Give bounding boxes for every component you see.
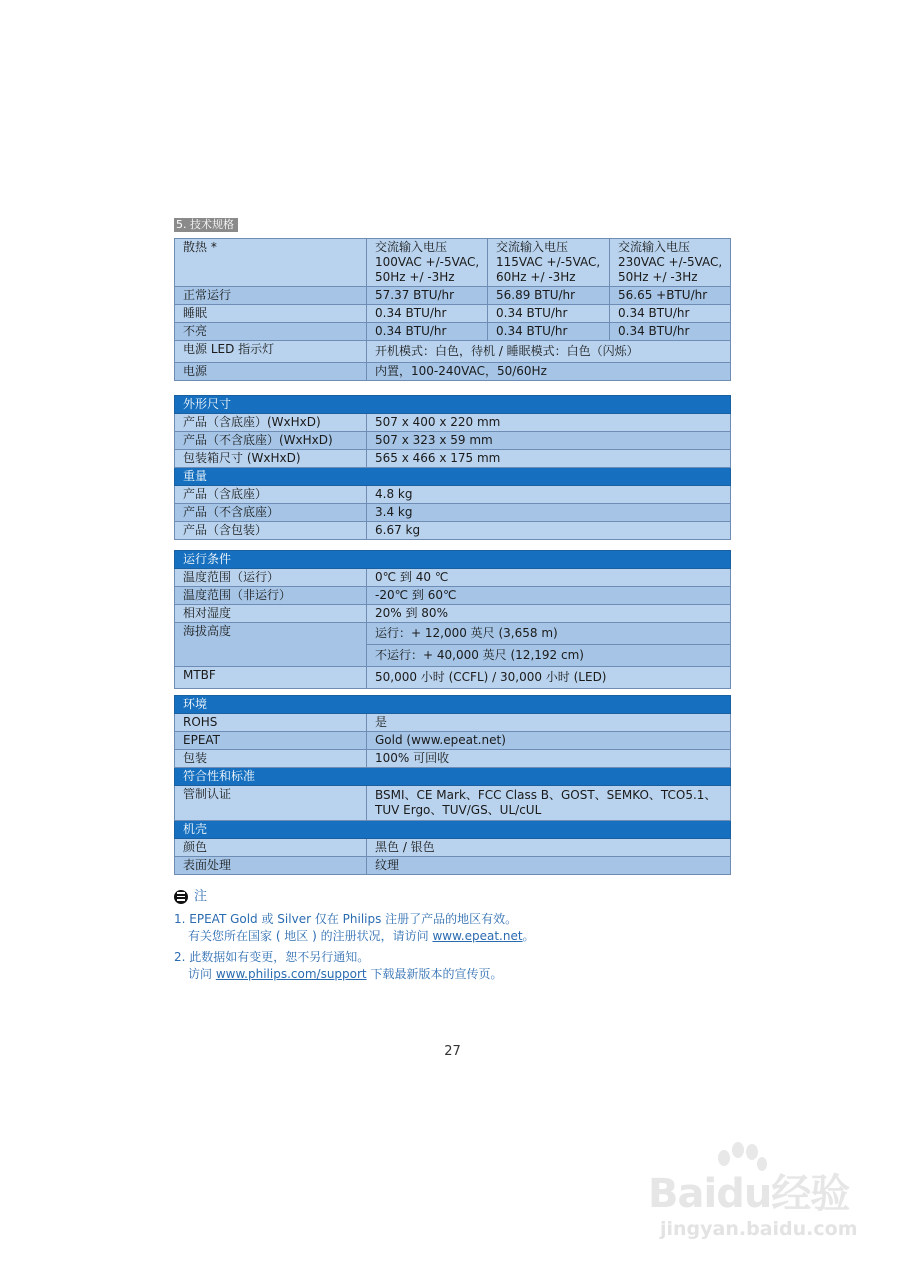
table-row [175, 714, 731, 732]
cell-value: 20% 到 80% [367, 605, 731, 623]
section-header [175, 396, 731, 414]
cell-value: 0.34 BTU/hr [367, 305, 488, 323]
table-row [175, 363, 731, 381]
table-row [175, 450, 731, 468]
table-row [175, 287, 731, 305]
dimensions-header: 外形尺寸 [175, 396, 731, 414]
note-1: 1. EPEAT Gold 或 Silver 仅在 Philips 注册了产品的地区有效。 有关您所在国家 ( 地区 ) 的注册状况，请访问 www.epeat.net。 [174, 912, 535, 943]
environment-table [174, 695, 731, 875]
cell-value: 507 x 323 x 59 mm [367, 432, 731, 450]
cell-value: 56.65 +BTU/hr [610, 287, 731, 305]
table-row [175, 857, 731, 875]
section-header [175, 468, 731, 486]
table-row [175, 504, 731, 522]
baidu-watermark [640, 1140, 870, 1250]
row-label: 包装 [175, 750, 367, 768]
row-label: 电源 LED 指示灯 [175, 341, 367, 363]
notes [174, 888, 774, 987]
table-row [175, 305, 731, 323]
voltage-100-header: 交流输入电压 100VAC +/-5VAC, 50Hz +/ -3Hz [367, 239, 488, 287]
row-label: EPEAT [175, 732, 367, 750]
row-label: 正常运行 [175, 287, 367, 305]
table-row [175, 732, 731, 750]
cell-value: 纹理 [367, 857, 731, 875]
cell-value: BSMI、CE Mark、FCC Class B、GOST、SEMKO、TCO5.1、 TUV Ergo、TUV/GS、UL/cUL [367, 786, 731, 821]
cell-value: 0.34 BTU/hr [488, 323, 610, 341]
page-number: 27 [444, 1044, 461, 1059]
table-row [175, 569, 731, 587]
cell-value: 0.34 BTU/hr [367, 323, 488, 341]
cell-value: 0℃ 到 40 ℃ [367, 569, 731, 587]
operating-header: 运行条件 [175, 551, 731, 569]
table-row [175, 341, 731, 363]
table-row [175, 414, 731, 432]
cell-value: -20℃ 到 60℃ [367, 587, 731, 605]
table-row [175, 522, 731, 540]
note-icon [174, 890, 188, 904]
table-row [175, 587, 731, 605]
table-row [175, 750, 731, 768]
heat-label: 散热 * [175, 239, 367, 287]
row-label: 表面处理 [175, 857, 367, 875]
environment-header: 环境 [175, 696, 731, 714]
cell-value: 56.89 BTU/hr [488, 287, 610, 305]
table-row [175, 839, 731, 857]
row-label: 不亮 [175, 323, 367, 341]
weight-header: 重量 [175, 468, 731, 486]
row-label: 温度范围（运行） [175, 569, 367, 587]
notes-title: 注 [174, 888, 774, 905]
cell-value: 50,000 小时 (CCFL) / 30,000 小时 (LED) [367, 667, 731, 689]
table-row [175, 786, 731, 821]
compliance-header: 符合性和标准 [175, 768, 731, 786]
cell-value: 6.67 kg [367, 522, 731, 540]
row-label: 温度范围（非运行） [175, 587, 367, 605]
row-label: 包装箱尺寸 (WxHxD) [175, 450, 367, 468]
cell-value: 100% 可回收 [367, 750, 731, 768]
cell-value: 0.34 BTU/hr [488, 305, 610, 323]
cell-value: 是 [367, 714, 731, 732]
row-label: 产品（不含底座）(WxHxD) [175, 432, 367, 450]
table-row [175, 486, 731, 504]
voltage-115-header: 交流输入电压 115VAC +/-5VAC, 60Hz +/ -3Hz [488, 239, 610, 287]
cell-value: Gold (www.epeat.net) [367, 732, 731, 750]
table-row [175, 605, 731, 623]
power-table [174, 238, 731, 381]
cell-value: 3.4 kg [367, 504, 731, 522]
dimensions-table [174, 395, 731, 540]
row-label: 产品（含底座）(WxHxD) [175, 414, 367, 432]
row-label: ROHS [175, 714, 367, 732]
section-header [175, 551, 731, 569]
cell-value: 4.8 kg [367, 486, 731, 504]
row-label: 产品（不含底座） [175, 504, 367, 522]
section-tag: 5. 技术规格 [174, 218, 238, 232]
table-row [175, 623, 731, 645]
note-2: 2. 此数据如有变更，恕不另行通知。 访问 www.philips.com/support 下载最新版本的宣传页。 [174, 950, 503, 981]
section-header [175, 768, 731, 786]
row-label: 产品（含包装） [175, 522, 367, 540]
cell-value: 开机模式：白色，待机 / 睡眠模式：白色（闪烁） [367, 341, 731, 363]
row-label: 颜色 [175, 839, 367, 857]
cell-value: 内置，100-240VAC，50/60Hz [367, 363, 731, 381]
row-label: 产品（含底座） [175, 486, 367, 504]
row-label: 相对湿度 [175, 605, 367, 623]
row-label: 海拔高度 [175, 623, 367, 667]
table-row [175, 239, 731, 287]
row-label: MTBF [175, 667, 367, 689]
cell-value: 不运行：+ 40,000 英尺 (12,192 cm) [367, 645, 731, 667]
voltage-230-header: 交流输入电压 230VAC +/-5VAC, 50Hz +/ -3Hz [610, 239, 731, 287]
cell-value: 57.37 BTU/hr [367, 287, 488, 305]
philips-support-link[interactable]: www.philips.com/support [215, 967, 367, 981]
section-header [175, 821, 731, 839]
cabinet-header: 机壳 [175, 821, 731, 839]
section-header [175, 696, 731, 714]
cell-value: 运行：+ 12,000 英尺 (3,658 m) [367, 623, 731, 645]
cell-value: 黑色 / 银色 [367, 839, 731, 857]
table-row [175, 667, 731, 689]
row-label: 电源 [175, 363, 367, 381]
operating-table [174, 550, 731, 689]
cell-value: 565 x 466 x 175 mm [367, 450, 731, 468]
table-row [175, 432, 731, 450]
epeat-link[interactable]: www.epeat.net [432, 929, 523, 943]
row-label: 管制认证 [175, 786, 367, 821]
row-label: 睡眠 [175, 305, 367, 323]
watermark-url: jingyan.baidu.com [660, 1218, 858, 1240]
watermark-logo: Baidu经验 [648, 1171, 850, 1217]
cell-value: 507 x 400 x 220 mm [367, 414, 731, 432]
cell-value: 0.34 BTU/hr [610, 305, 731, 323]
table-row [175, 323, 731, 341]
cell-value: 0.34 BTU/hr [610, 323, 731, 341]
